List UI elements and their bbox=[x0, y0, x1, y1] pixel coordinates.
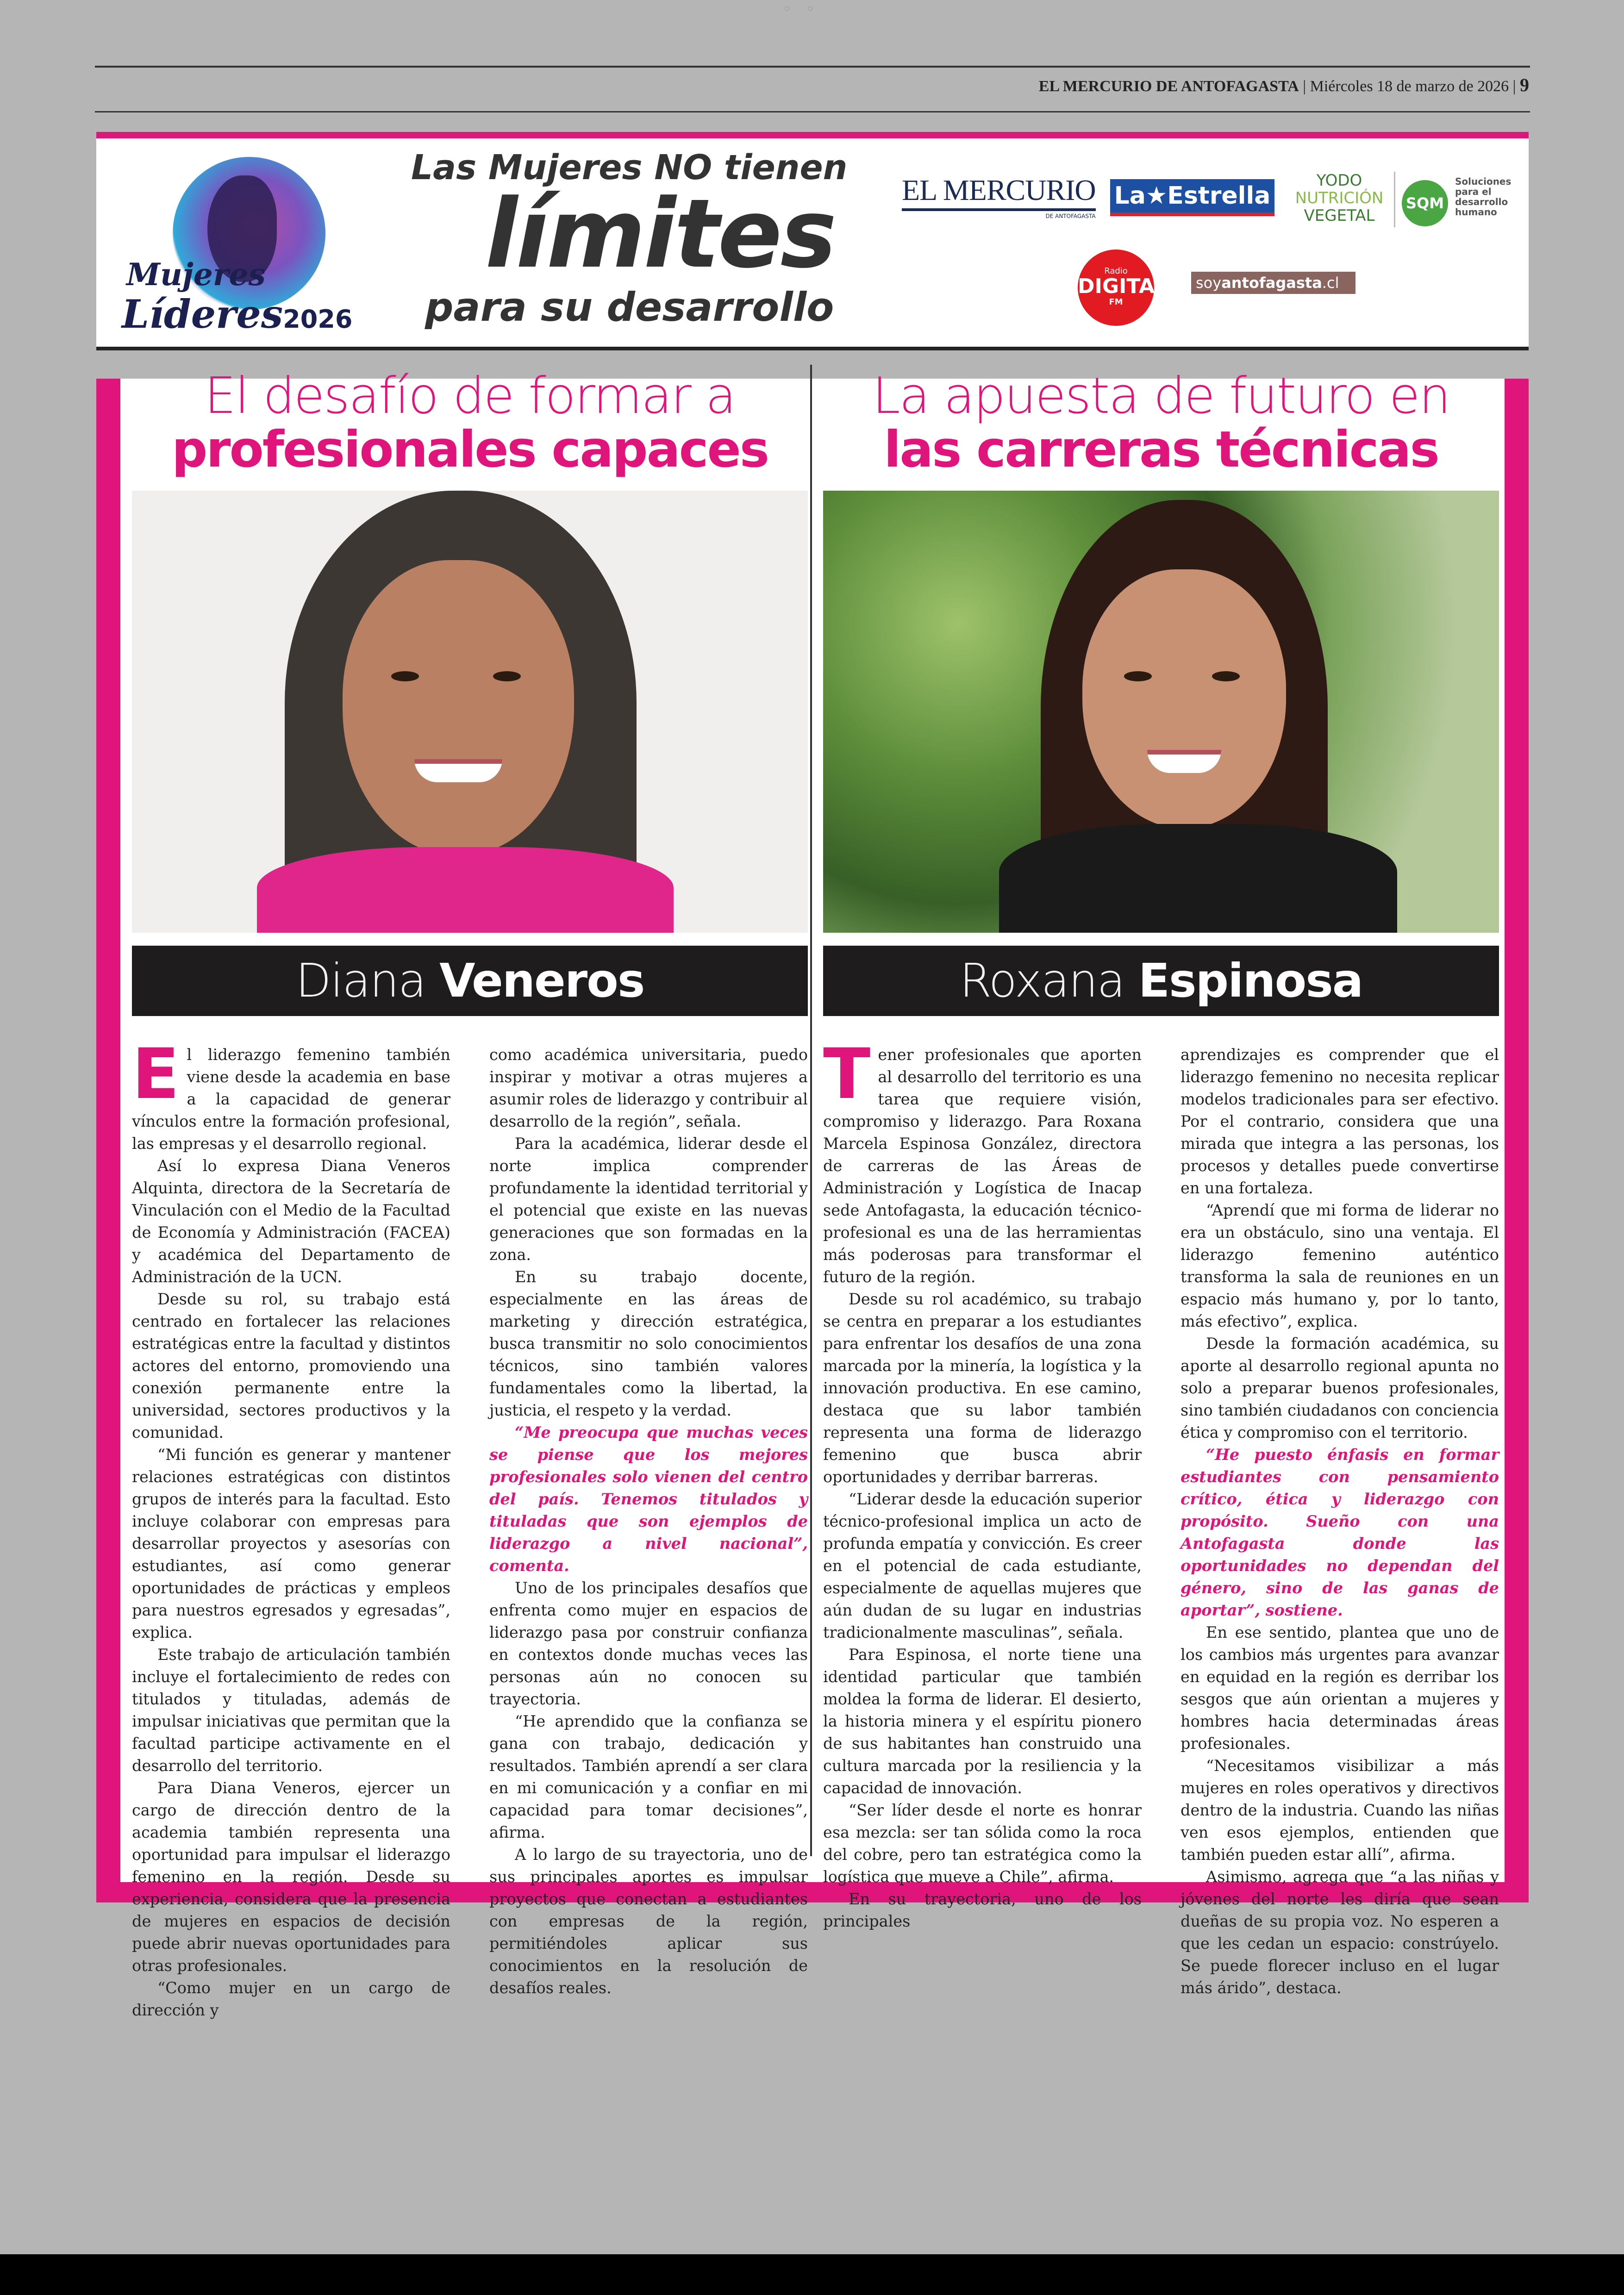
articles-area bbox=[120, 367, 1505, 2019]
mujeres-lideres-logo bbox=[122, 148, 353, 337]
article-title-line2: las carreras técnicas bbox=[884, 421, 1438, 479]
sponsor-soy-suffix: .cl bbox=[1322, 274, 1339, 292]
paragraph: Para Espinosa, el norte tiene una identidad particular que también moldea la forma de liderar. El desierto, la historia minera y el espíritu pionero de sus habitantes han construido una cultura marcada por la resiliencia y la capacidad de innovación. bbox=[823, 1646, 1142, 1797]
sponsor-soyantofagasta bbox=[1191, 272, 1355, 294]
sponsor-yodo-line2: NUTRICIÓN bbox=[1295, 189, 1384, 207]
paragraph: Asimismo, agrega que “a las niñas y jóvenes del norte les diría que sean dueñas de su propia voz. No esperen a que les cedan un espacio: constrúyelo. Se puede florecer incluso en el lugar más árido”, destaca. bbox=[1181, 1868, 1499, 1997]
portrait-photo bbox=[132, 491, 808, 933]
paragraph: “Como mujer en un cargo de dirección y bbox=[132, 1979, 450, 2019]
name-bar bbox=[823, 946, 1499, 1016]
sponsor-yodo-line1: YODO bbox=[1316, 171, 1362, 190]
photo-eye-left bbox=[391, 671, 419, 681]
sponsor-separator bbox=[1394, 172, 1395, 227]
page-header bbox=[1039, 74, 1529, 96]
article-body bbox=[132, 1034, 808, 2021]
logo-text-lideres-word: Líderes bbox=[122, 291, 283, 337]
drop-cap: E bbox=[132, 1034, 180, 1115]
page-number: 9 bbox=[1520, 75, 1529, 95]
sponsor-sqm-tagline: Soluciones para el desarrollo humano bbox=[1455, 176, 1512, 218]
paragraph: Desde su rol, su trabajo está centrado en fortalecer las relaciones estratégicas entre la facultad y distintos actores del entorno, promoviendo una conexión permanente entre la universidad, sectores productivos y la comunidad. bbox=[132, 1290, 450, 1441]
photo-eye-left bbox=[1124, 671, 1152, 681]
header-rule-bottom bbox=[95, 111, 1530, 112]
sponsor-la-estrella: La★Estrella bbox=[1110, 179, 1274, 216]
sponsor-soy-main: antofagasta bbox=[1221, 274, 1322, 292]
pull-quote: “He puesto énfasis en formar estudiantes con pensamiento crítico, ética y liderazgo con propósito. Sueño con una Antofagasta donde las oportunidades no dependan del género, sino de las ganas de aportar”, sostiene. bbox=[1181, 1446, 1499, 1619]
paragraph: “Necesitamos visibilizar a más mujeres en roles operativos y directivos dentro de la industria. Cuando las niñas ven esos ejemplos, entienden que también pueden estar allí”, afirma. bbox=[1181, 1757, 1499, 1864]
header-rule-top bbox=[95, 66, 1530, 68]
paragraph: Para Diana Veneros, ejercer un cargo de dirección dentro de la academia también representa una oportunidad para impulsar el liderazgo femenino en la región. Desde su experiencia, considera que la presencia de mujeres en espacios de decisión puede abrir nuevas oportunidades para otras profesionales. bbox=[132, 1779, 450, 1975]
photo-shirt bbox=[999, 824, 1397, 933]
body-column-1 bbox=[823, 1034, 1142, 1999]
body-column-2 bbox=[1181, 1044, 1499, 1999]
supplement-banner bbox=[96, 132, 1529, 350]
paragraph: Así lo expresa Diana Veneros Alquinta, directora de la Secretaría de Vinculación con el Medio de la Facultad de Economía y Administración (FACEA) y académica del Departamento de Administración de la UCN. bbox=[132, 1157, 450, 1286]
paragraph bbox=[132, 1034, 450, 1155]
paragraph: A lo largo de su trayectoria, uno de sus principales aportes es impulsar proyectos que conectan a estudiantes con empresas de la región, permitiéndoles aplicar sus conocimientos en la resolución de desafíos reales. bbox=[489, 1846, 808, 1997]
body-column-2 bbox=[489, 1044, 808, 2021]
paragraph: como académica universitaria, puedo inspirar y motivar a otras mujeres a asumir roles de liderazgo y contribuir al desarrollo de la región”, señala. bbox=[489, 1046, 808, 1130]
viewer-bottom-bar bbox=[0, 2254, 1624, 2295]
photo-face bbox=[1082, 569, 1286, 829]
photo-eye-right bbox=[493, 671, 521, 681]
sponsor-soy-prefix: soy bbox=[1196, 274, 1222, 292]
logo-year: 2026 bbox=[283, 305, 353, 334]
paragraph: “Ser líder desde el norte es honrar esa mezcla: ser tan sólida como la roca del cobre, pero tan estratégica como la logística que mueve a Chile”, afirma. bbox=[823, 1801, 1142, 1886]
photo-mouth bbox=[1147, 750, 1221, 773]
paragraph: En su trayectoria, uno de los principales bbox=[823, 1890, 1142, 1930]
photo-mouth bbox=[414, 759, 502, 782]
paragraph: “He aprendido que la confianza se gana con trabajo, dedicación y resultados. También aprendí a ser clara en mi comunicación y a confiar en mi capacidad para tomar decisiones”, afirma. bbox=[489, 1712, 808, 1841]
paragraph: Desde su rol académico, su trabajo se centra en preparar a los estudiantes para enfrentar los desafíos de una zona marcada por la minería, la logística y la innovación productiva. En ese camino, destaca que su labor también representa una forma de liderazgo femenino que busca abrir oportunidades y derribar barreras. bbox=[823, 1290, 1142, 1486]
paragraph: aprendizajes es comprender que el liderazgo femenino no necesita replicar modelos tradicionales para ser efectivo. Por el contrario, considera que una mirada que integra a las personas, los procesos y detalles puede convertirse en una fortaleza. bbox=[1181, 1046, 1499, 1197]
article-title-line1: La apuesta de futuro en bbox=[872, 367, 1450, 425]
logo-text-mujeres: Mujeres bbox=[126, 256, 266, 293]
sponsor-el-mercurio-sub: DE ANTOFAGASTA bbox=[1045, 213, 1096, 219]
issue-date: | Miércoles 18 de marzo de 2026 | bbox=[1303, 78, 1516, 95]
photo-face bbox=[343, 560, 574, 856]
paragraph: Para la académica, liderar desde el norte implica comprender profundamente la identidad territorial y el potencial que existe en las nuevas generaciones que son formadas en la zona. bbox=[489, 1135, 808, 1264]
last-name: Espinosa bbox=[1138, 954, 1363, 1008]
first-name: Diana bbox=[295, 954, 426, 1008]
paragraph: Este trabajo de articulación también incluye el fortalecimiento de redes con titulados y tituladas, además de impulsar iniciativas que permitan que la facultad participe activamente en el desarrollo del territorio. bbox=[132, 1646, 450, 1775]
paragraph: En ese sentido, plantea que uno de los cambios más urgentes para avanzar en equidad en la región es derribar los sesgos que aún orientan a mujeres y hombres hacia determinadas áreas profesionales. bbox=[1181, 1623, 1499, 1752]
photo-shirt bbox=[257, 847, 674, 933]
sponsor-el-mercurio bbox=[902, 173, 1096, 219]
page-nav-dots[interactable]: ◦◦ bbox=[782, 0, 829, 19]
first-name: Roxana bbox=[959, 954, 1124, 1008]
paragraph bbox=[823, 1034, 1142, 1288]
column-divider bbox=[810, 365, 812, 1856]
paragraph: Desde la formación académica, su aporte al desarrollo regional apunta no solo a preparar buenos profesionales, sino también ciudadanos con conciencia ética y compromiso con el territorio. bbox=[1181, 1335, 1499, 1441]
paragraph: “Liderar desde la educación superior técnico-profesional implica un acto de profunda empatía y convicción. Es creer en el potencial de cada estudiante, especialmente de aquellas mujeres que aún dudan de su lugar en industrias tradicionalmente masculinas”, señala. bbox=[823, 1490, 1142, 1641]
sponsor-yodo bbox=[1291, 172, 1388, 225]
sponsor-fm-label: FM bbox=[1109, 297, 1123, 307]
paragraph: En su trabajo docente, especialmente en las áreas de marketing y dirección estratégica, busca transmitir no solo conocimientos técnicos, sino también valores fundamentales como la libertad, la justicia, el respeto y la verdad. bbox=[489, 1268, 808, 1419]
sponsor-yodo-line3: VEGETAL bbox=[1304, 206, 1375, 225]
drop-cap: T bbox=[823, 1034, 871, 1115]
paragraph-text: l liderazgo femenino también viene desde la academia en base a la capacidad de generar vínculos entre la formación profesional, las empresas y el desarrollo regional. bbox=[132, 1046, 450, 1153]
portrait-photo bbox=[823, 491, 1499, 933]
article-title-line1: El desafío de formar a bbox=[204, 367, 736, 425]
article-diana-veneros bbox=[132, 367, 808, 2021]
article-roxana-espinosa bbox=[823, 367, 1499, 1999]
sponsor-sqm-logo: SQM bbox=[1402, 180, 1448, 226]
articles-frame bbox=[96, 367, 1529, 2019]
sponsor-el-mercurio-name: EL MERCURIO bbox=[902, 173, 1096, 211]
paper-name: EL MERCURIO DE ANTOFAGASTA bbox=[1038, 78, 1299, 95]
logo-text-lideres bbox=[122, 291, 352, 337]
paragraph: Uno de los principales desafíos que enfrenta como mujer en espacios de liderazgo pasa por construir confianza en contextos donde muchas veces las personas aún no conocen su trayectoria. bbox=[489, 1579, 808, 1708]
pull-quote: “Me preocupa que muchas veces se piense que los mejores profesionales solo vienen del centro del país. Tenemos titulados y tituladas que son ejemplos de liderazgo a nivel nacional”, comenta. bbox=[489, 1423, 808, 1575]
photo-eye-right bbox=[1212, 671, 1240, 681]
name-bar bbox=[132, 946, 808, 1016]
tagline-line3: para su desarrollo bbox=[425, 284, 834, 331]
last-name: Veneros bbox=[439, 954, 644, 1008]
paragraph: “Mi función es generar y mantener relaciones estratégicas con distintos grupos de interés para la facultad. Esto incluye colaborar con empresas para desarrollar proyectos y asesorías con estudiantes, así como generar oportunidades de prácticas y empleos para nuestros egresados y egresadas”, explica. bbox=[132, 1446, 450, 1641]
tagline-line1: Las Mujeres NO tienen bbox=[411, 148, 848, 187]
sponsor-radio-label: Radio bbox=[1104, 266, 1128, 276]
paragraph: “Aprendí que mi forma de liderar no era un obstáculo, sino una ventaja. El liderazgo femenino auténtico transforma la sala de reuniones en un espacio más humano y, por lo tanto, más efectivo”, explica. bbox=[1181, 1201, 1499, 1330]
paragraph-text: ener profesionales que aporten al desarrollo del territorio es una tarea que requiere visión, compromiso y liderazgo. Para Roxana Marcela Espinosa González, directora de carreras de las Áreas de Administración y Logística de Inacap sede Antofagasta, la educación técnico-profesional es una de las herramientas más poderosas para transformar el futuro de la región. bbox=[823, 1046, 1142, 1286]
sponsor-radio-digital bbox=[1078, 249, 1168, 326]
body-column-1 bbox=[132, 1034, 450, 2021]
sponsor-digital-label: DIGITAL bbox=[1078, 274, 1168, 298]
article-title-line2: profesionales capaces bbox=[171, 421, 768, 479]
tagline-line2: límites bbox=[485, 179, 835, 289]
article-body bbox=[823, 1034, 1499, 1999]
